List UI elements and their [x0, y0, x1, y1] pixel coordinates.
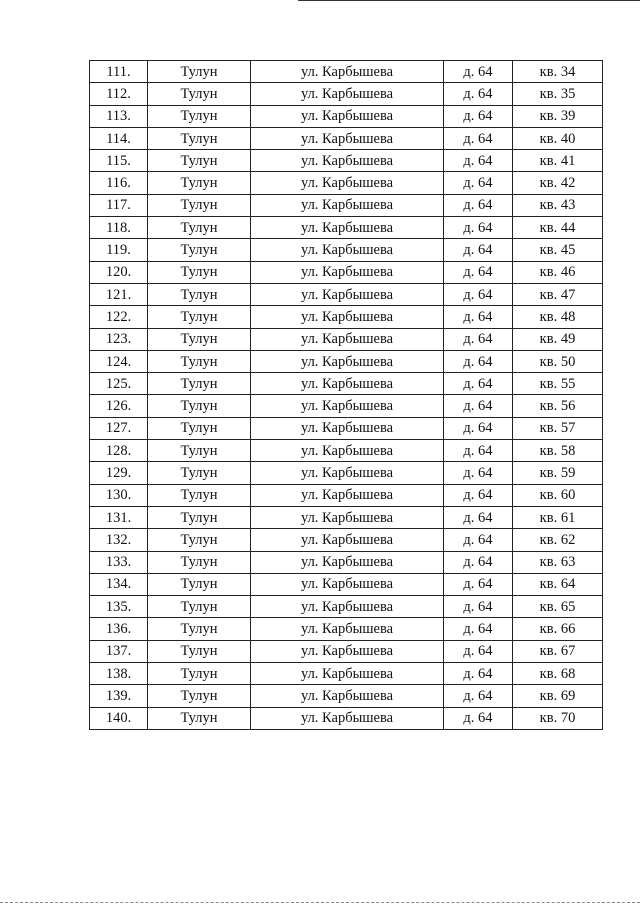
city-cell: Тулун	[148, 61, 251, 83]
city-cell: Тулун	[148, 306, 251, 328]
row-number-cell: 135.	[90, 596, 148, 618]
city-cell: Тулун	[148, 350, 251, 372]
street-cell: ул. Карбышева	[251, 194, 444, 216]
table-row	[90, 239, 603, 261]
row-number-cell: 134.	[90, 573, 148, 595]
row-number-cell: 119.	[90, 239, 148, 261]
city-cell: Тулун	[148, 127, 251, 149]
city-cell: Тулун	[148, 596, 251, 618]
apartment-number-cell: кв. 63	[513, 551, 603, 573]
street-cell: ул. Карбышева	[251, 172, 444, 194]
city-cell: Тулун	[148, 462, 251, 484]
table-row	[90, 618, 603, 640]
street-cell: ул. Карбышева	[251, 373, 444, 395]
city-cell: Тулун	[148, 373, 251, 395]
house-number-cell: д. 64	[444, 462, 513, 484]
address-table-body	[90, 61, 603, 730]
street-cell: ул. Карбышева	[251, 573, 444, 595]
table-row	[90, 105, 603, 127]
house-number-cell: д. 64	[444, 217, 513, 239]
house-number-cell: д. 64	[444, 350, 513, 372]
row-number-cell: 113.	[90, 105, 148, 127]
street-cell: ул. Карбышева	[251, 239, 444, 261]
city-cell: Тулун	[148, 194, 251, 216]
house-number-cell: д. 64	[444, 105, 513, 127]
table-row	[90, 417, 603, 439]
table-row	[90, 150, 603, 172]
city-cell: Тулун	[148, 573, 251, 595]
table-row	[90, 707, 603, 729]
city-cell: Тулун	[148, 529, 251, 551]
apartment-number-cell: кв. 34	[513, 61, 603, 83]
street-cell: ул. Карбышева	[251, 484, 444, 506]
house-number-cell: д. 64	[444, 83, 513, 105]
row-number-cell: 132.	[90, 529, 148, 551]
table-row	[90, 685, 603, 707]
row-number-cell: 117.	[90, 194, 148, 216]
city-cell: Тулун	[148, 217, 251, 239]
table-row	[90, 127, 603, 149]
house-number-cell: д. 64	[444, 551, 513, 573]
row-number-cell: 127.	[90, 417, 148, 439]
city-cell: Тулун	[148, 283, 251, 305]
apartment-number-cell: кв. 40	[513, 127, 603, 149]
apartment-number-cell: кв. 66	[513, 618, 603, 640]
house-number-cell: д. 64	[444, 573, 513, 595]
apartment-number-cell: кв. 46	[513, 261, 603, 283]
city-cell: Тулун	[148, 83, 251, 105]
apartment-number-cell: кв. 69	[513, 685, 603, 707]
house-number-cell: д. 64	[444, 529, 513, 551]
street-cell: ул. Карбышева	[251, 529, 444, 551]
page-bottom-edge-line	[0, 902, 640, 903]
street-cell: ул. Карбышева	[251, 217, 444, 239]
table-row	[90, 194, 603, 216]
row-number-cell: 131.	[90, 506, 148, 528]
city-cell: Тулун	[148, 150, 251, 172]
apartment-number-cell: кв. 68	[513, 663, 603, 685]
row-number-cell: 137.	[90, 640, 148, 662]
apartment-number-cell: кв. 55	[513, 373, 603, 395]
table-row	[90, 440, 603, 462]
apartment-number-cell: кв. 59	[513, 462, 603, 484]
house-number-cell: д. 64	[444, 283, 513, 305]
apartment-number-cell: кв. 35	[513, 83, 603, 105]
house-number-cell: д. 64	[444, 596, 513, 618]
street-cell: ул. Карбышева	[251, 61, 444, 83]
table-row	[90, 529, 603, 551]
city-cell: Тулун	[148, 551, 251, 573]
table-row	[90, 663, 603, 685]
table-row	[90, 506, 603, 528]
table-row	[90, 551, 603, 573]
row-number-cell: 120.	[90, 261, 148, 283]
street-cell: ул. Карбышева	[251, 306, 444, 328]
street-cell: ул. Карбышева	[251, 640, 444, 662]
city-cell: Тулун	[148, 506, 251, 528]
apartment-number-cell: кв. 39	[513, 105, 603, 127]
street-cell: ул. Карбышева	[251, 150, 444, 172]
city-cell: Тулун	[148, 328, 251, 350]
city-cell: Тулун	[148, 618, 251, 640]
apartment-number-cell: кв. 48	[513, 306, 603, 328]
table-row	[90, 484, 603, 506]
city-cell: Тулун	[148, 484, 251, 506]
table-row	[90, 306, 603, 328]
street-cell: ул. Карбышева	[251, 596, 444, 618]
row-number-cell: 124.	[90, 350, 148, 372]
table-row	[90, 462, 603, 484]
apartment-number-cell: кв. 42	[513, 172, 603, 194]
city-cell: Тулун	[148, 261, 251, 283]
street-cell: ул. Карбышева	[251, 83, 444, 105]
house-number-cell: д. 64	[444, 685, 513, 707]
table-row	[90, 596, 603, 618]
row-number-cell: 121.	[90, 283, 148, 305]
street-cell: ул. Карбышева	[251, 462, 444, 484]
apartment-number-cell: кв. 49	[513, 328, 603, 350]
table-row	[90, 217, 603, 239]
street-cell: ул. Карбышева	[251, 663, 444, 685]
row-number-cell: 139.	[90, 685, 148, 707]
row-number-cell: 123.	[90, 328, 148, 350]
house-number-cell: д. 64	[444, 440, 513, 462]
city-cell: Тулун	[148, 239, 251, 261]
city-cell: Тулун	[148, 640, 251, 662]
house-number-cell: д. 64	[444, 707, 513, 729]
table-row	[90, 350, 603, 372]
row-number-cell: 140.	[90, 707, 148, 729]
house-number-cell: д. 64	[444, 640, 513, 662]
table-row	[90, 373, 603, 395]
city-cell: Тулун	[148, 663, 251, 685]
apartment-number-cell: кв. 56	[513, 395, 603, 417]
page-top-edge-line	[298, 0, 640, 1]
row-number-cell: 130.	[90, 484, 148, 506]
street-cell: ул. Карбышева	[251, 283, 444, 305]
street-cell: ул. Карбышева	[251, 127, 444, 149]
table-row	[90, 640, 603, 662]
street-cell: ул. Карбышева	[251, 395, 444, 417]
row-number-cell: 122.	[90, 306, 148, 328]
apartment-number-cell: кв. 50	[513, 350, 603, 372]
apartment-number-cell: кв. 61	[513, 506, 603, 528]
row-number-cell: 118.	[90, 217, 148, 239]
apartment-number-cell: кв. 43	[513, 194, 603, 216]
row-number-cell: 133.	[90, 551, 148, 573]
house-number-cell: д. 64	[444, 373, 513, 395]
apartment-number-cell: кв. 45	[513, 239, 603, 261]
table-row	[90, 172, 603, 194]
apartment-number-cell: кв. 62	[513, 529, 603, 551]
street-cell: ул. Карбышева	[251, 618, 444, 640]
apartment-number-cell: кв. 58	[513, 440, 603, 462]
house-number-cell: д. 64	[444, 239, 513, 261]
row-number-cell: 114.	[90, 127, 148, 149]
house-number-cell: д. 64	[444, 506, 513, 528]
house-number-cell: д. 64	[444, 150, 513, 172]
house-number-cell: д. 64	[444, 395, 513, 417]
row-number-cell: 112.	[90, 83, 148, 105]
row-number-cell: 111.	[90, 61, 148, 83]
apartment-number-cell: кв. 44	[513, 217, 603, 239]
apartment-number-cell: кв. 70	[513, 707, 603, 729]
apartment-number-cell: кв. 67	[513, 640, 603, 662]
apartment-number-cell: кв. 64	[513, 573, 603, 595]
house-number-cell: д. 64	[444, 306, 513, 328]
house-number-cell: д. 64	[444, 417, 513, 439]
apartment-number-cell: кв. 57	[513, 417, 603, 439]
table-row	[90, 83, 603, 105]
house-number-cell: д. 64	[444, 61, 513, 83]
house-number-cell: д. 64	[444, 618, 513, 640]
apartment-number-cell: кв. 65	[513, 596, 603, 618]
table-row	[90, 61, 603, 83]
apartment-number-cell: кв. 41	[513, 150, 603, 172]
house-number-cell: д. 64	[444, 484, 513, 506]
street-cell: ул. Карбышева	[251, 350, 444, 372]
apartment-number-cell: кв. 60	[513, 484, 603, 506]
row-number-cell: 116.	[90, 172, 148, 194]
city-cell: Тулун	[148, 417, 251, 439]
city-cell: Тулун	[148, 685, 251, 707]
table-row	[90, 395, 603, 417]
table-row	[90, 573, 603, 595]
house-number-cell: д. 64	[444, 127, 513, 149]
house-number-cell: д. 64	[444, 663, 513, 685]
row-number-cell: 129.	[90, 462, 148, 484]
row-number-cell: 128.	[90, 440, 148, 462]
row-number-cell: 138.	[90, 663, 148, 685]
street-cell: ул. Карбышева	[251, 328, 444, 350]
house-number-cell: д. 64	[444, 194, 513, 216]
house-number-cell: д. 64	[444, 172, 513, 194]
table-row	[90, 261, 603, 283]
house-number-cell: д. 64	[444, 261, 513, 283]
street-cell: ул. Карбышева	[251, 105, 444, 127]
city-cell: Тулун	[148, 707, 251, 729]
street-cell: ул. Карбышева	[251, 551, 444, 573]
apartment-number-cell: кв. 47	[513, 283, 603, 305]
street-cell: ул. Карбышева	[251, 506, 444, 528]
city-cell: Тулун	[148, 105, 251, 127]
table-row	[90, 283, 603, 305]
street-cell: ул. Карбышева	[251, 417, 444, 439]
city-cell: Тулун	[148, 395, 251, 417]
house-number-cell: д. 64	[444, 328, 513, 350]
row-number-cell: 126.	[90, 395, 148, 417]
row-number-cell: 125.	[90, 373, 148, 395]
street-cell: ул. Карбышева	[251, 440, 444, 462]
street-cell: ул. Карбышева	[251, 685, 444, 707]
table-row	[90, 328, 603, 350]
city-cell: Тулун	[148, 440, 251, 462]
row-number-cell: 115.	[90, 150, 148, 172]
street-cell: ул. Карбышева	[251, 261, 444, 283]
row-number-cell: 136.	[90, 618, 148, 640]
city-cell: Тулун	[148, 172, 251, 194]
address-table	[89, 60, 603, 730]
street-cell: ул. Карбышева	[251, 707, 444, 729]
